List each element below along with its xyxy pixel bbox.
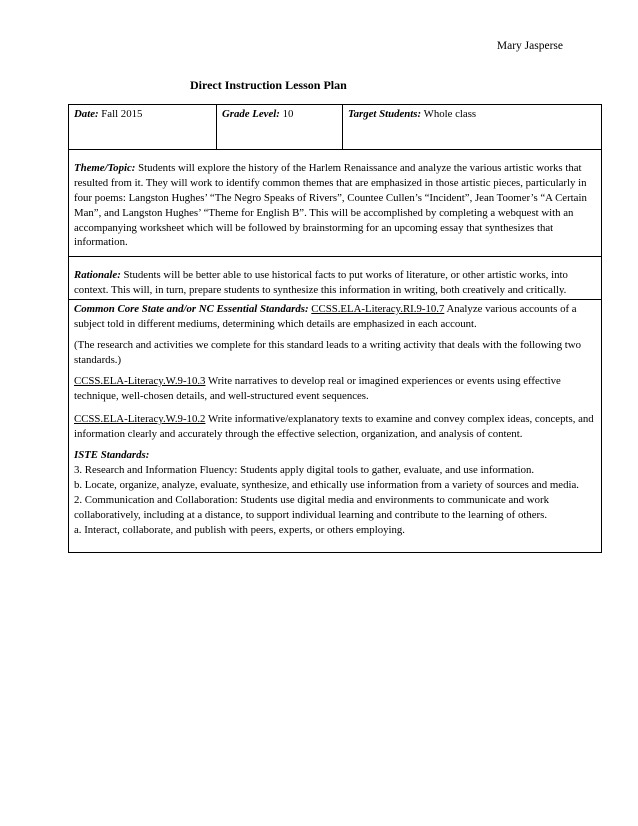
- theme-text: Students will explore the history of the Harlem Renaissance and analyze the various artistic works that resulted from it. They will work to identify common themes that are emphasized in those artistic pieces, particularly in four poems: Langston Hughes’ “The Negro Speaks of Rivers”, Countee Cullen’s “Incident”, Jean Toomer’s “A Certain Man”, and Langston Hughes’ “Theme for English B”. This will be accomplished by completing a webquest with an accompanying worksheet which will be followed by brainstorming for an upcoming essay that synthesizes that information.: [74, 162, 587, 249]
- target-cell: [343, 105, 602, 150]
- document-title: Direct Instruction Lesson Plan: [190, 78, 347, 92]
- info-row: [69, 105, 602, 150]
- standard-2: [74, 374, 596, 404]
- rationale-label: Rationale:: [74, 269, 121, 282]
- author-name: Mary Jasperse: [496, 40, 563, 52]
- target-value: Whole class: [423, 108, 477, 120]
- lesson-plan-table: [68, 104, 602, 553]
- rationale-row: [69, 257, 602, 300]
- standard-1-code-link[interactable]: CCSS.ELA-Literacy.RI.9-10.7: [311, 303, 445, 316]
- standards-row: [69, 300, 602, 552]
- grade-value: 10: [282, 108, 294, 120]
- standards-label: Common Core State and/or NC Essential Standards:: [74, 303, 309, 316]
- date-cell: [69, 105, 217, 150]
- standard-3-text: Write informative/explanatory texts to examine and convey complex ideas, concepts, and information clearly and accurately through the effective selection, organization, and analysis of content.: [74, 413, 594, 441]
- date-label: Date:: [74, 108, 99, 120]
- iste-item: b. Locate, organize, analyze, evaluate, synthesize, and ethically use information from a variety of sources and media.: [74, 479, 579, 492]
- standard-2-code-link[interactable]: CCSS.ELA-Literacy.W.9-10.3: [74, 374, 206, 387]
- target-label: Target Students:: [348, 108, 422, 120]
- standards-cell: [69, 300, 602, 552]
- standard-1: [74, 302, 596, 332]
- grade-cell: [217, 105, 343, 150]
- theme-row: [69, 150, 602, 257]
- standard-3-code-link[interactable]: CCSS.ELA-Literacy.W.9-10.2: [74, 413, 206, 426]
- iste-label: ISTE Standards:: [74, 449, 150, 462]
- iste-item: 2. Communication and Collaboration: Students use digital media and environments to communicate and work collaboratively, including at a distance, to support individual learning and contribute to the learning of others.: [74, 493, 549, 521]
- grade-label: Grade Level:: [222, 108, 280, 120]
- iste-item: a. Interact, collaborate, and publish with peers, experts, or others employing.: [74, 523, 406, 536]
- rationale-cell: [69, 257, 602, 300]
- standard-1-text: Analyze various accounts of a subject told in different mediums, determining which details are emphasized in each account.: [74, 303, 577, 331]
- rationale-text: Students will be better able to use historical facts to put works of literature, or other artistic works, into context. This will, in turn, prepare students to synthesize this information in writing, both creatively and critically.: [74, 269, 568, 297]
- standard-3: [74, 412, 596, 442]
- theme-cell: [69, 150, 602, 257]
- iste-item: 3. Research and Information Fluency: Students apply digital tools to gather, evaluate, and use information.: [74, 464, 535, 477]
- standard-2-text: Write narratives to develop real or imagined experiences or events using effective technique, well-chosen details, and well-structured event sequences.: [74, 374, 561, 402]
- theme-label: Theme/Topic:: [74, 162, 136, 174]
- date-value: Fall 2015: [101, 108, 143, 120]
- standards-note: (The research and activities we complete for this standard leads to a writing activity that deals with the following two standards.): [74, 338, 582, 366]
